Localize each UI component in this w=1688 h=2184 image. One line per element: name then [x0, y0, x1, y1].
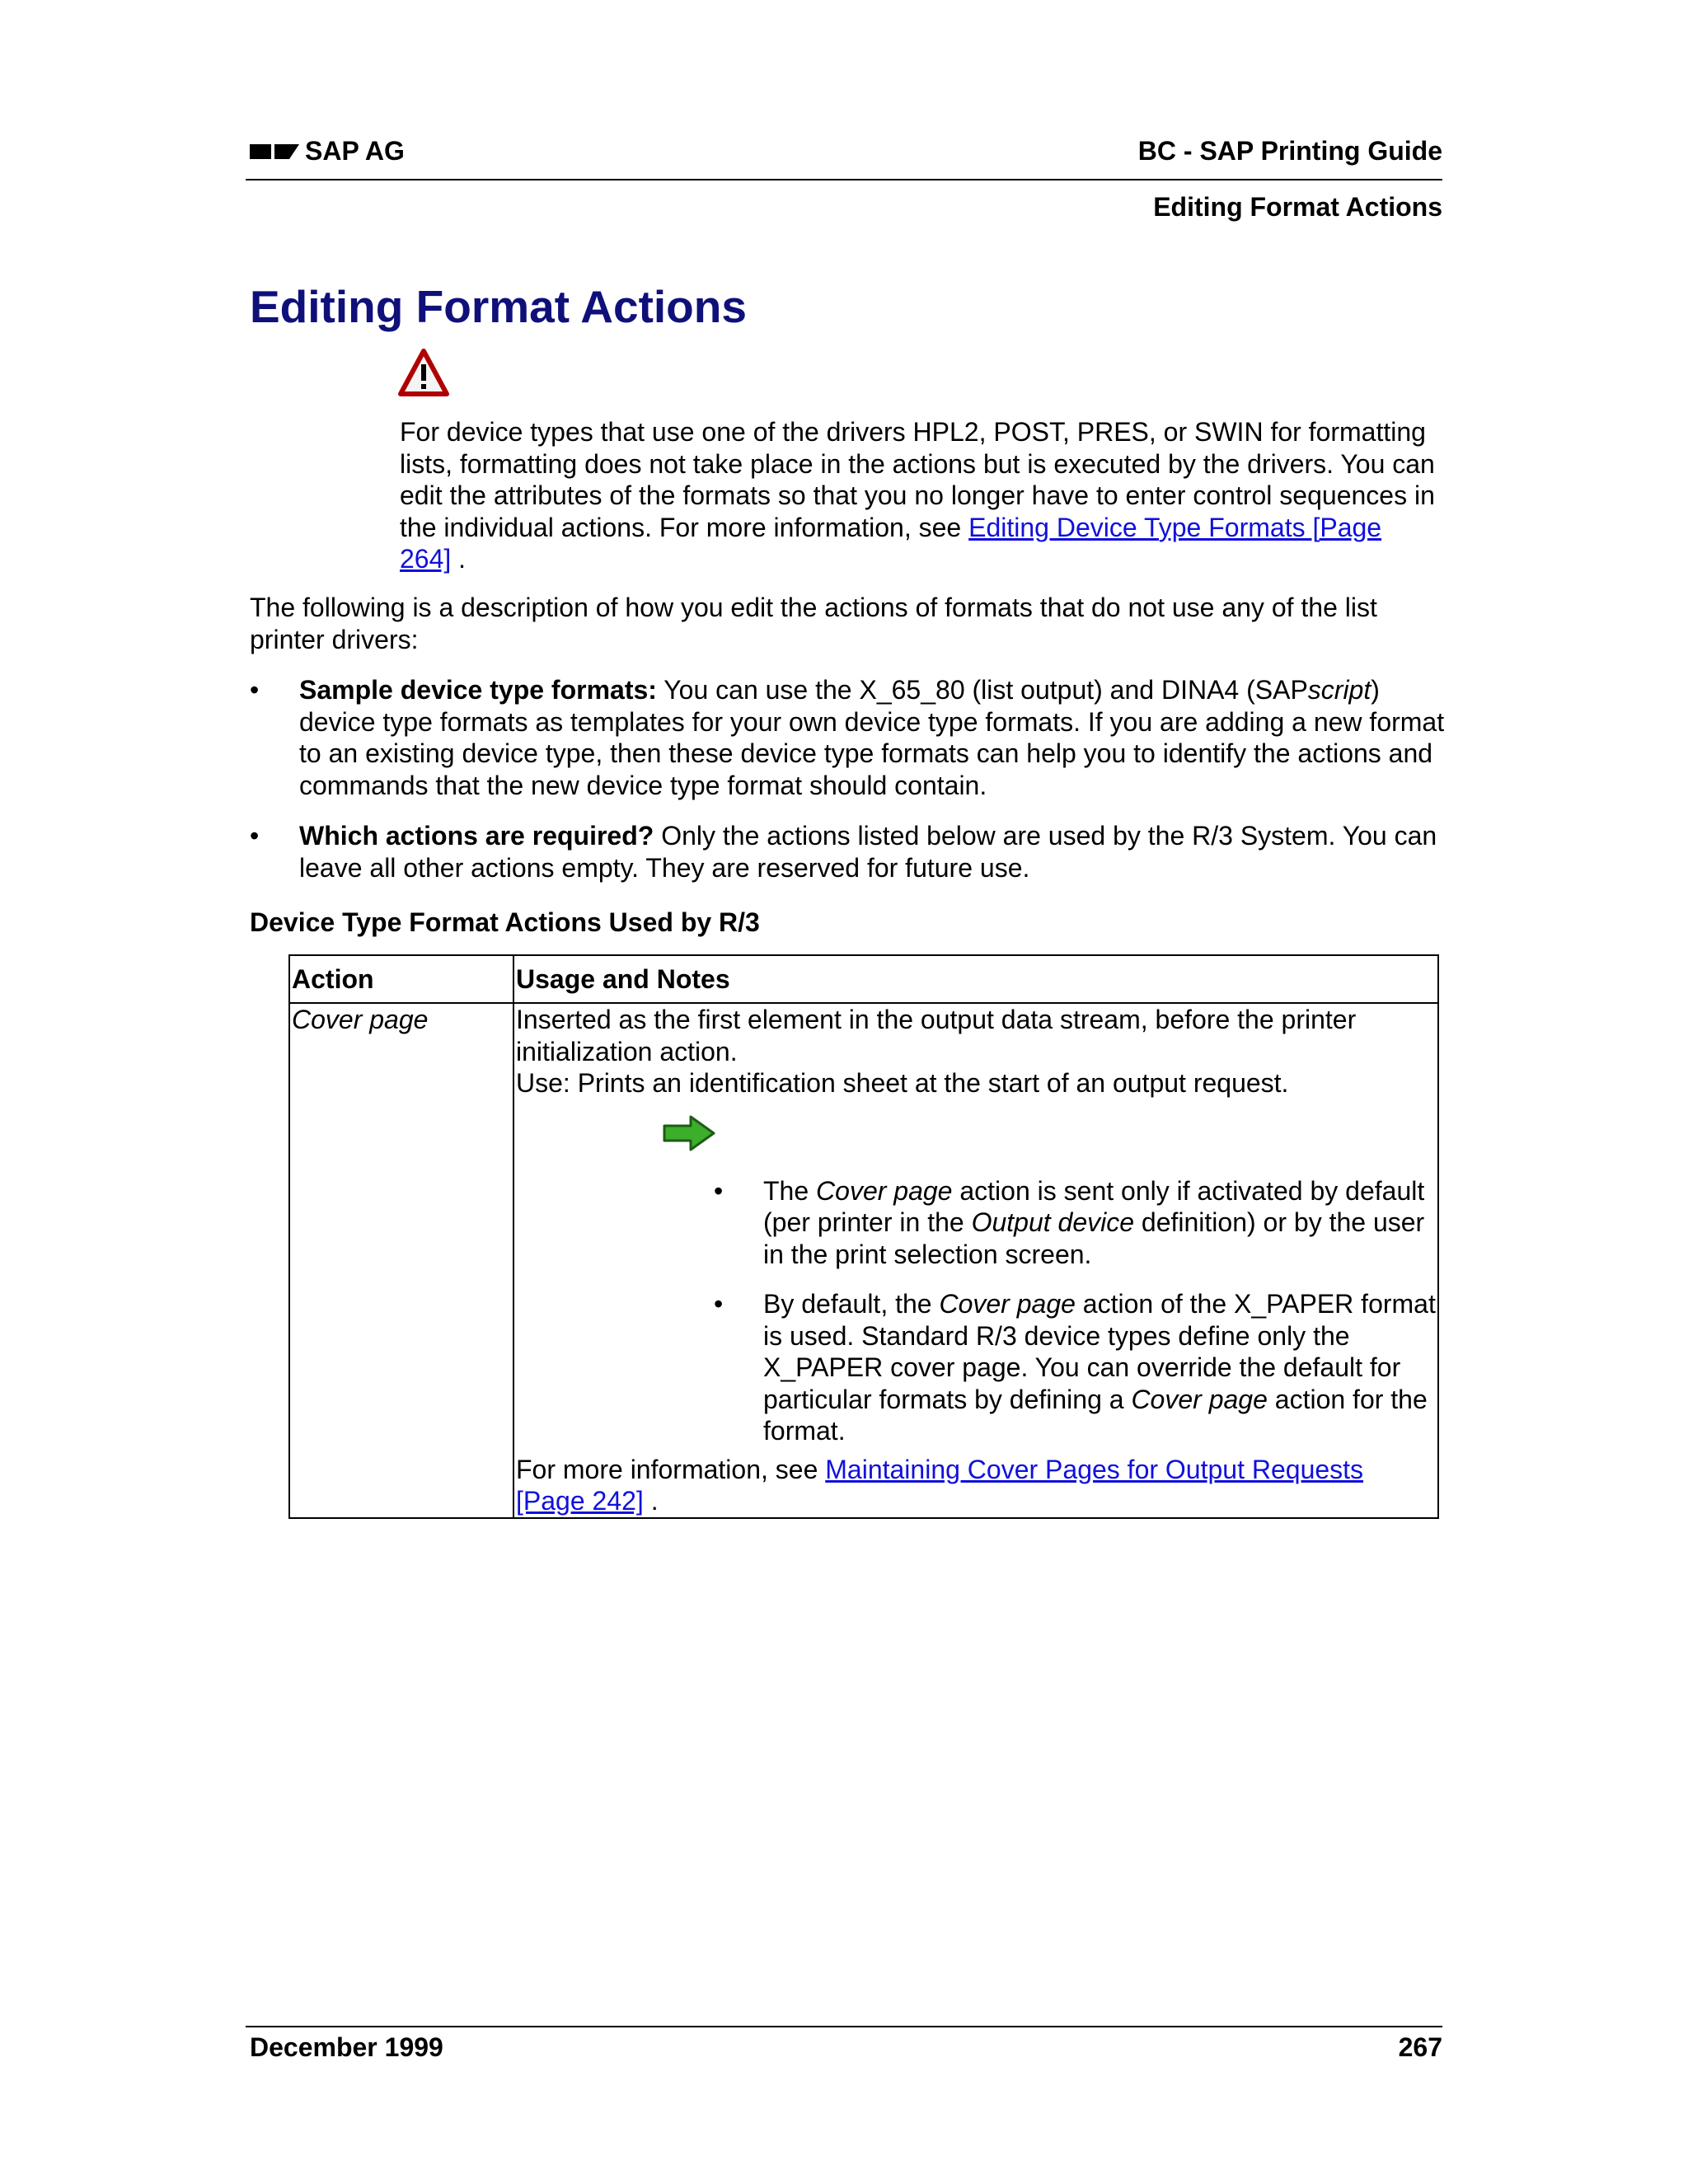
list-item: [714, 1175, 1436, 1271]
header-rule: [246, 179, 1442, 180]
maintaining-cover-pages-link[interactable]: Maintaining Cover Pages for Output Requests [Page 242]: [516, 1454, 1364, 1516]
header-section-title: Editing Format Actions: [1153, 192, 1442, 222]
warning-note: [400, 416, 1438, 575]
bullet-text-a: You can use the X_65_80 (list output) and DINA4 (SAP: [656, 675, 1308, 705]
sub-text: The: [763, 1175, 817, 1206]
bullet-dot: •: [714, 1175, 724, 1206]
footer-date: December 1999: [250, 2032, 443, 2062]
table-caption: Device Type Format Actions Used by R/3: [250, 907, 760, 937]
bullet-text: [299, 674, 1445, 801]
table-row: [289, 1003, 1438, 1518]
arrow-right-icon: [663, 1114, 715, 1152]
column-header-usage: Usage and Notes: [513, 955, 1438, 1003]
sub-text: action for the format.: [763, 1384, 1428, 1446]
sub-italic: Cover page: [1131, 1384, 1268, 1414]
sub-text: action of the X_PAPER format is used. Standard R/3 device types define only the X_PAPER cover page. You can override the default for particular formats by defining a: [763, 1289, 1436, 1414]
more-info-text: For more information, see: [516, 1454, 826, 1484]
list-item: [250, 674, 1445, 806]
more-info: [516, 1454, 1436, 1517]
sub-italic: Cover page: [939, 1289, 1076, 1319]
header-company: SAP AG: [305, 136, 405, 166]
bullet-bold-label: Which actions are required?: [299, 821, 654, 851]
bullet-italic: script: [1307, 675, 1372, 705]
page-title: Editing Format Actions: [250, 281, 747, 332]
list-item: [250, 820, 1445, 886]
sub-italic: Output device: [971, 1207, 1135, 1237]
page-number: 267: [1398, 2032, 1442, 2062]
bullet-text-a: Only the actions listed below are used by the R/3 System. You can leave all other actions empty. They are reserved for future use.: [299, 821, 1437, 883]
sub-text: By default, the: [763, 1289, 940, 1319]
usage-cell: [513, 1003, 1438, 1518]
intro-paragraph: The following is a description of how you edit the actions of formats that do not use any of the list printer drivers:: [250, 593, 1377, 654]
bullet-dot: •: [250, 821, 260, 851]
warning-note-text: For device types that use one of the drivers HPL2, POST, PRES, or SWIN for formatting lists, formatting does not take place in the actions but is executed by the drivers. You can edit the attributes of the formats so that you no longer have to enter control sequences in the individual actions. For more information, see: [400, 417, 1435, 542]
sub-italic: Cover page: [816, 1175, 953, 1206]
table-header-row: [289, 955, 1438, 1003]
bullet-text-b: ) device type formats as templates for your own device type formats. If you are adding a new format to an existing device type, then these device type formats can help you to identify the actions and commands that the new device type format should contain.: [299, 675, 1445, 800]
format-actions-table: [288, 954, 1439, 1519]
bullet-dot: •: [714, 1289, 724, 1319]
more-info-suffix: .: [643, 1486, 659, 1516]
list-item: [714, 1288, 1436, 1447]
sub-text: action is sent only if activated by default (per printer in the: [763, 1175, 1425, 1237]
column-header-action: Action: [289, 955, 513, 1003]
warning-icon: [398, 349, 449, 396]
bullet-bold-label: Sample device type formats:: [299, 675, 657, 705]
sub-text: definition) or by the user in the print selection screen.: [763, 1207, 1425, 1269]
bullet-text: [299, 820, 1445, 883]
bullet-dot: •: [250, 675, 260, 705]
footer-rule: [246, 2026, 1442, 2027]
warning-note-suffix: .: [451, 544, 467, 574]
usage-line-2: Use: Prints an identification sheet at the start of an output request.: [516, 1068, 1289, 1098]
editing-device-type-formats-link[interactable]: Editing Device Type Formats [Page 264]: [400, 512, 1382, 574]
usage-line-1: Inserted as the first element in the output data stream, before the printer initialization action.: [516, 1005, 1357, 1066]
action-cell: [289, 1003, 513, 1518]
header-guide-title: BC - SAP Printing Guide: [1137, 136, 1442, 166]
sap-logo-icon: [250, 141, 299, 161]
action-name: Cover page: [292, 1005, 429, 1034]
